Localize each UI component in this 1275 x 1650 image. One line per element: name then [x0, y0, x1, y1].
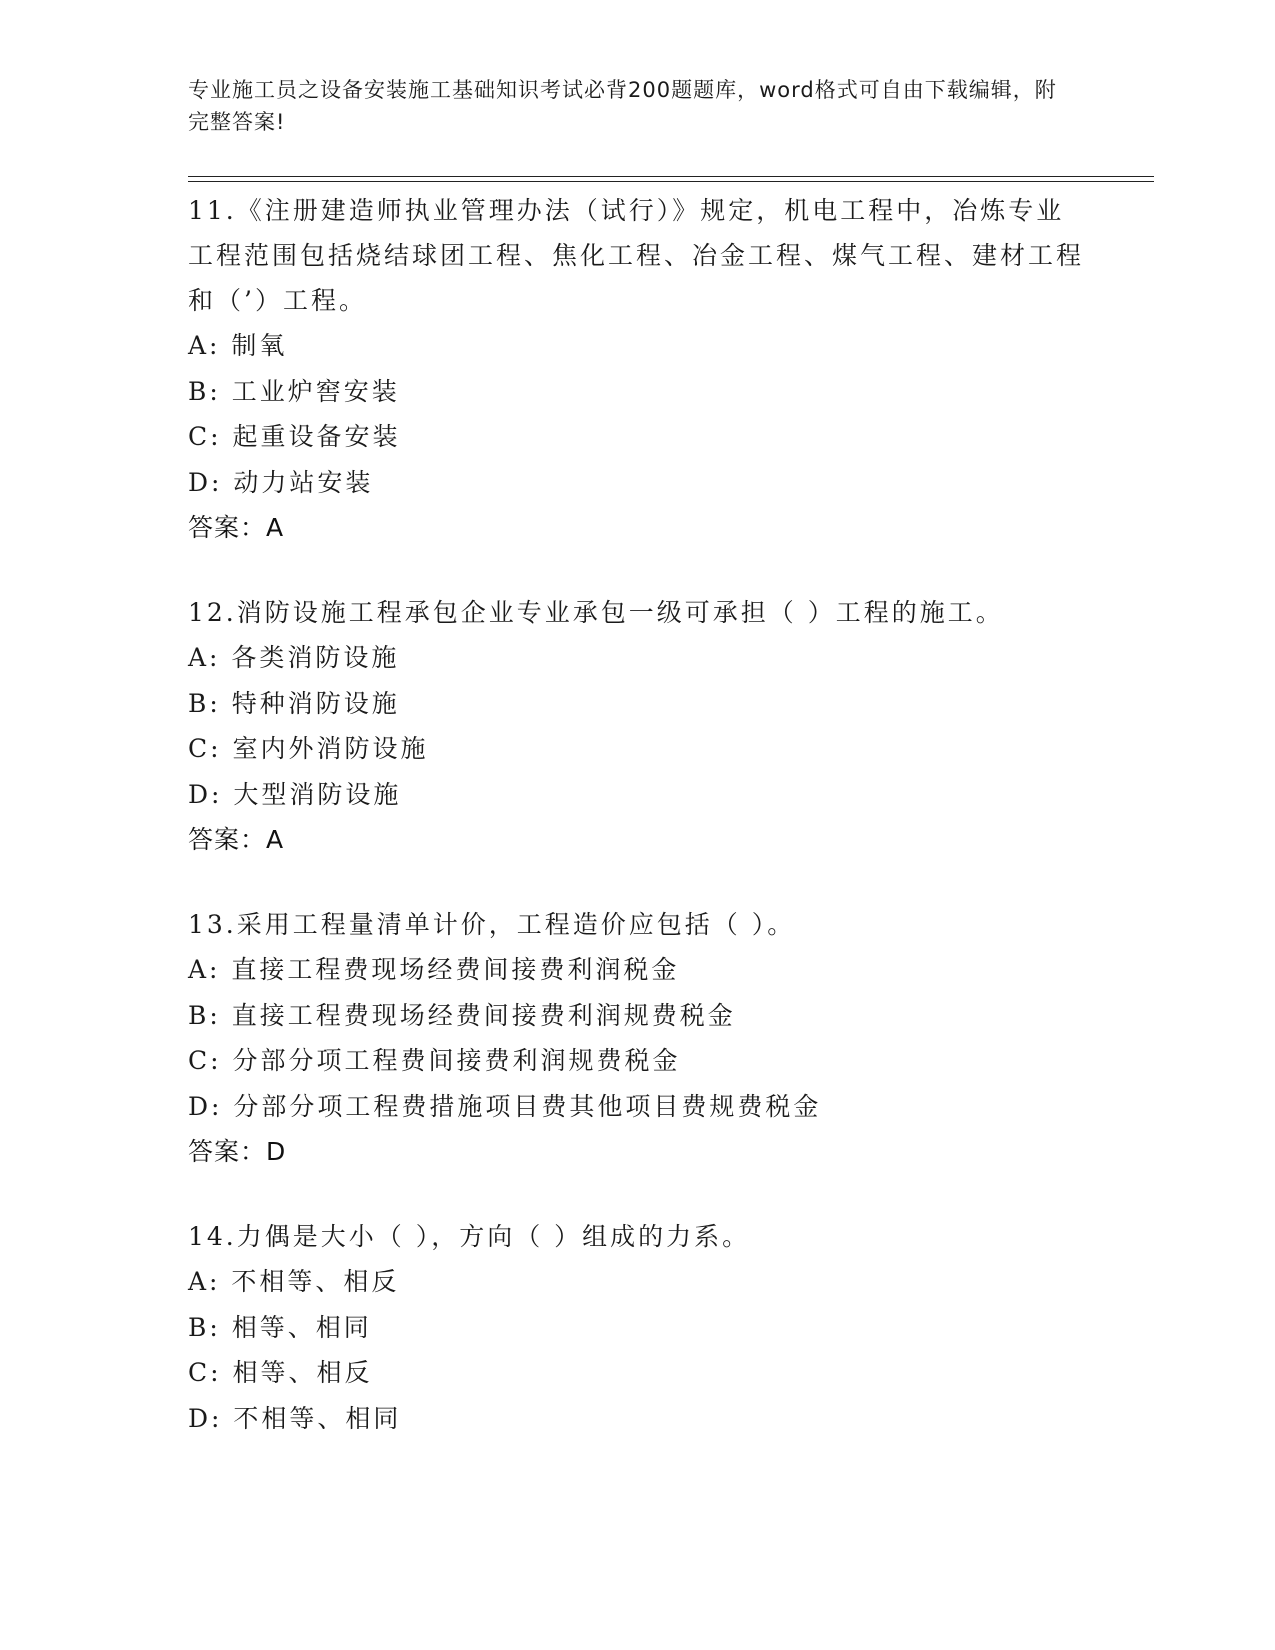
- answer-line: 答案：D: [188, 1137, 287, 1166]
- question-11: [188, 188, 1088, 550]
- option-b: B: 特种消防设施: [188, 688, 400, 718]
- question-stem: 11.《注册建造师执业管理办法（试行）》规定，机电工程中，冶炼专业工程范围包括烧结球团工程、焦化工程、冶金工程、煤气工程、建材工程和（’）工程。: [188, 196, 1085, 315]
- option-b: B: 相等、相同: [188, 1312, 372, 1342]
- option-a: A: 不相等、相反: [188, 1267, 400, 1296]
- header-divider-bottom: [188, 181, 1154, 182]
- option-b: B: 工业炉窖安装: [188, 376, 400, 406]
- option-d: D: 大型消防设施: [188, 779, 402, 809]
- answer-line: 答案：A: [188, 513, 285, 542]
- option-c: C: 室内外消防设施: [188, 734, 429, 763]
- header-divider-top: [188, 176, 1154, 177]
- question-14: [188, 1214, 1088, 1441]
- document-intro: 专业施工员之设备安装施工基础知识考试必背200题题库，word格式可自由下载编辑，附完整答案!: [188, 78, 1057, 134]
- option-a: A: 直接工程费现场经费间接费利润税金: [188, 955, 680, 984]
- option-d: D: 分部分项工程费措施项目费其他项目费规费税金: [188, 1091, 822, 1121]
- question-stem: 12.消防设施工程承包企业专业承包一级可承担（ ）工程的施工。: [188, 598, 1004, 627]
- question-stem: 14.力偶是大小（ ），方向（ ）组成的力系。: [188, 1222, 751, 1251]
- question-stem: 13.采用工程量清单计价，工程造价应包括（ ）。: [188, 910, 796, 939]
- option-b: B: 直接工程费现场经费间接费利润规费税金: [188, 1000, 736, 1030]
- option-c: C: 分部分项工程费间接费利润规费税金: [188, 1046, 681, 1075]
- question-list: [188, 188, 1088, 1481]
- option-a: A: 各类消防设施: [188, 643, 400, 672]
- question-13: [188, 902, 1088, 1174]
- option-a: A: 制氧: [188, 331, 288, 360]
- option-c: C: 相等、相反: [188, 1358, 373, 1387]
- answer-line: 答案：A: [188, 825, 285, 854]
- option-d: D: 不相等、相同: [188, 1403, 402, 1433]
- option-d: D: 动力站安装: [188, 467, 374, 497]
- question-12: [188, 590, 1088, 862]
- option-c: C: 起重设备安装: [188, 422, 401, 451]
